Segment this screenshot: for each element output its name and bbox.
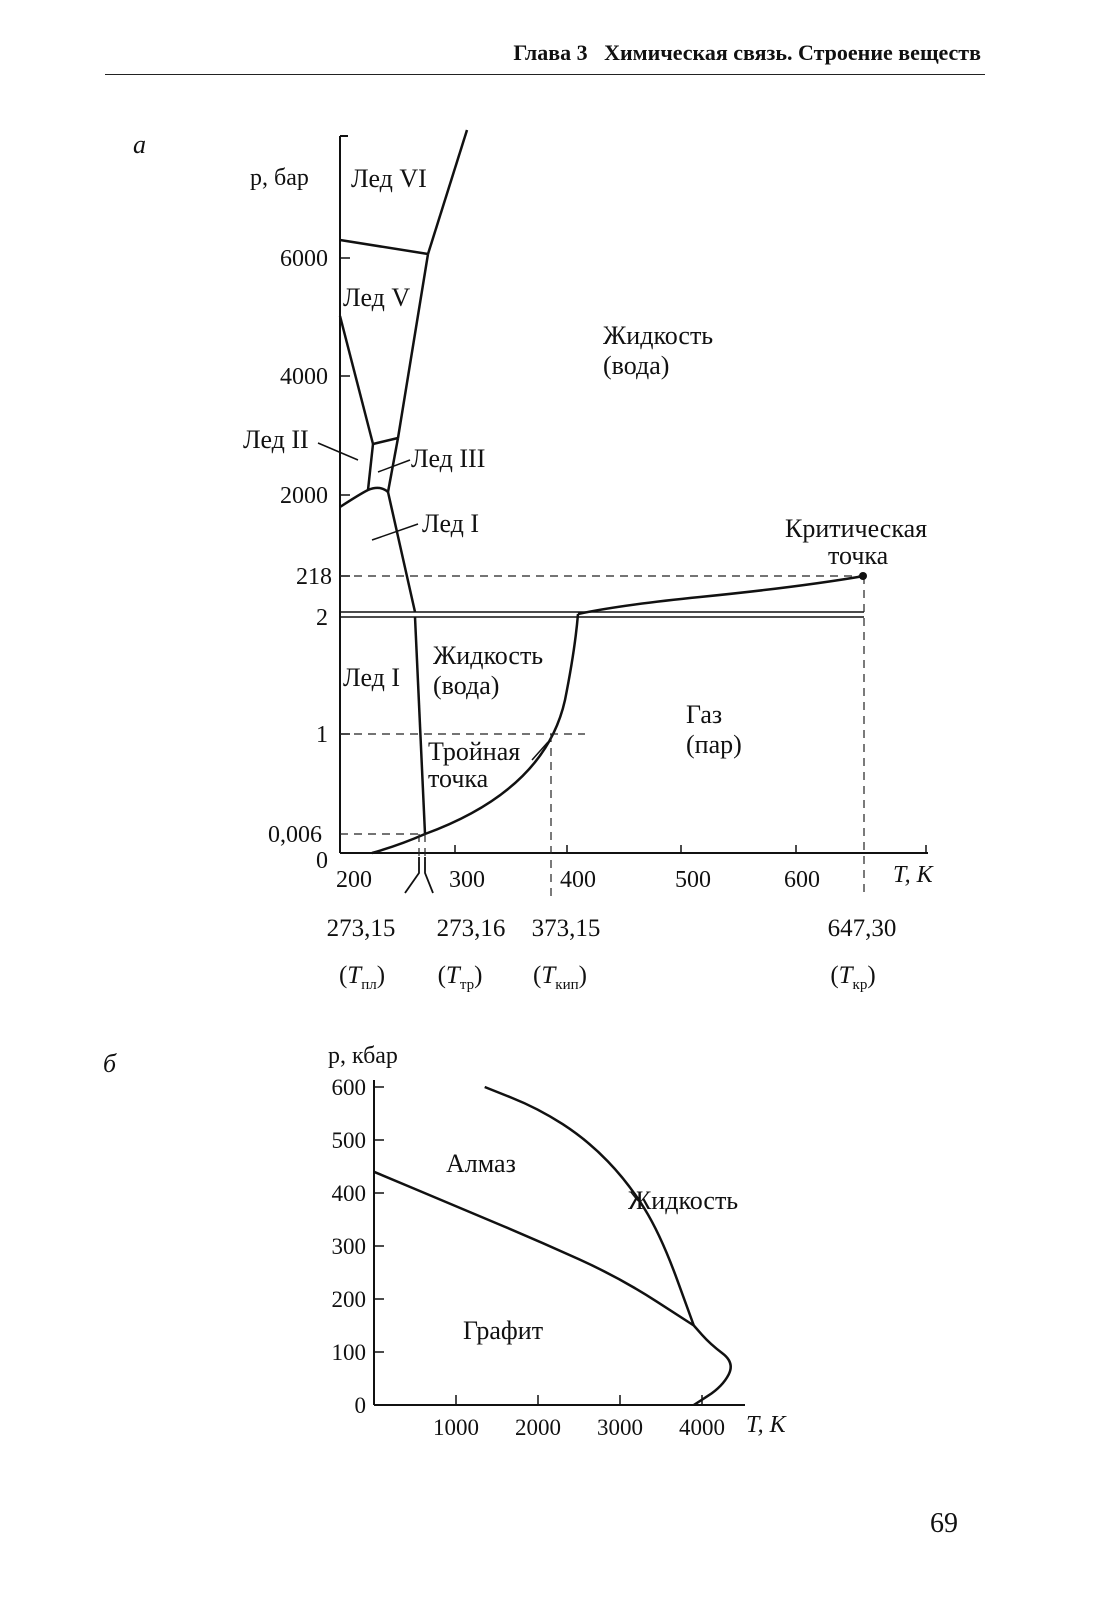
b-y-label-0: 0: [354, 1393, 366, 1418]
panel-a-boundaries: [340, 130, 864, 853]
boundary-v-iii: [373, 438, 398, 444]
temp-value-melting: 273,15: [326, 915, 396, 942]
y-label-0: 0: [316, 848, 328, 874]
b-y-label-100: 100: [331, 1340, 366, 1365]
temp-symbol-boiling: $(T_{кип})$: [533, 962, 587, 993]
label-critical-2: точка: [828, 541, 889, 570]
b-y-label-200: 200: [331, 1287, 366, 1312]
page-number: 69: [930, 1508, 958, 1539]
boundary-vaporization-upper: [578, 576, 864, 614]
panel-a-leaders: [318, 443, 548, 760]
b-x-label-4000: 4000: [679, 1415, 725, 1440]
panel-a-dashed-guides: [340, 576, 864, 898]
panel-b-region-labels: [446, 1149, 738, 1345]
boundary-v-liquid: [398, 254, 428, 438]
panel-a-label: а: [133, 130, 146, 159]
temp-symbol-boiling-t: T: [541, 962, 556, 989]
temp-value-triple: 273,16: [436, 915, 506, 942]
panel-b-xlabel: T, K: [746, 1412, 786, 1438]
temp-symbol-melting-sub: пл: [361, 977, 377, 993]
b-x-label-1000: 1000: [433, 1415, 479, 1440]
b-curve-graphite-liquid: [694, 1326, 731, 1406]
panel-a-xlabel: T, K: [893, 862, 933, 888]
panel-a-y-ticks: [268, 246, 350, 874]
panel-b-label: б: [103, 1049, 117, 1078]
temp-symbol-triple-sub: тр: [459, 977, 475, 993]
boundary-i-ii-iii: [340, 488, 388, 507]
label-ice-v: Лед V: [343, 283, 411, 312]
panel-b-ylabel: p, кбар: [328, 1043, 398, 1069]
temp-value-critical: 647,30: [827, 915, 897, 942]
boundary-melting: [415, 617, 425, 834]
panel-b-ticks: [332, 1075, 726, 1440]
leader-ice-ii: [318, 443, 358, 460]
b-x-label-3000: 3000: [597, 1415, 643, 1440]
temp-symbol-triple-t: T: [445, 962, 460, 989]
critical-point: [859, 572, 867, 580]
label-liquid-lower-2: (вода): [433, 671, 500, 700]
label-graphite: Графит: [463, 1316, 544, 1345]
y-label-0006: 0,006: [268, 822, 322, 848]
x-label-600: 600: [784, 867, 820, 893]
label-liquid-upper-2: (вода): [603, 351, 670, 380]
panel-a-ylabel: p, бар: [250, 165, 309, 191]
x-label-500: 500: [675, 867, 711, 893]
temp-symbol-boiling-sub: кип: [555, 977, 579, 993]
b-y-label-400: 400: [331, 1181, 366, 1206]
label-diamond: Алмаз: [446, 1149, 516, 1178]
label-ice-i-lower: Лед I: [343, 663, 401, 692]
label-liquid: Жидкость: [628, 1186, 739, 1215]
temp-symbol-melting-t: T: [347, 962, 362, 989]
b-x-label-2000: 2000: [515, 1415, 561, 1440]
panel-b: [103, 1043, 788, 1440]
label-ice-i-upper: Лед I: [422, 509, 480, 538]
boundary-i-liquid-upper: [388, 492, 415, 612]
b-y-label-600: 600: [331, 1075, 366, 1100]
panel-a: [133, 130, 935, 993]
label-ice-vi: Лед VI: [351, 164, 427, 193]
temp-symbol-triple: $(T_{тр})$: [437, 962, 483, 993]
x-label-300: 300: [449, 867, 485, 893]
b-y-label-500: 500: [331, 1128, 366, 1153]
label-liquid-lower-1: Жидкость: [433, 641, 544, 670]
boundary-v-vi: [340, 240, 428, 254]
y-label-218: 218: [296, 564, 332, 590]
temp-symbol-melting: $(T_{пл})$: [338, 962, 386, 993]
header-title: Глава 3 Химическая связь. Строение веществ: [513, 40, 981, 65]
y-label-1: 1: [316, 722, 328, 748]
boundary-sublimation: [372, 834, 425, 853]
temp-value-boiling: 373,15: [531, 915, 601, 942]
label-gas-2: (пар): [686, 730, 742, 759]
label-triple-1: Тройная: [428, 737, 521, 766]
boundary-vi-liquid: [428, 130, 467, 254]
x-label-200: 200: [336, 867, 372, 893]
label-critical-1: Критическая: [785, 514, 928, 543]
y-label-2000: 2000: [280, 483, 328, 509]
label-ice-iii: Лед III: [411, 444, 486, 473]
y-label-6000: 6000: [280, 246, 328, 272]
temp-symbol-critical-t: T: [838, 962, 853, 989]
panel-a-special-temps: [327, 915, 897, 993]
label-liquid-upper-1: Жидкость: [603, 321, 714, 350]
temp-symbol-critical: $(T_{кр})$: [830, 962, 876, 993]
panel-b-curves: [374, 1087, 731, 1405]
temp-symbol-critical-sub: кр: [852, 977, 868, 993]
label-triple-2: точка: [428, 764, 489, 793]
label-gas-1: Газ: [686, 700, 723, 729]
boundary-ii-iii: [368, 444, 373, 490]
b-y-label-300: 300: [331, 1234, 366, 1259]
x-label-400: 400: [560, 867, 596, 893]
boundary-ii-v: [340, 316, 373, 444]
y-label-4000: 4000: [280, 364, 328, 390]
melting-triple-marker: [405, 857, 433, 893]
y-label-2: 2: [316, 605, 328, 631]
label-ice-ii: Лед II: [243, 425, 309, 454]
